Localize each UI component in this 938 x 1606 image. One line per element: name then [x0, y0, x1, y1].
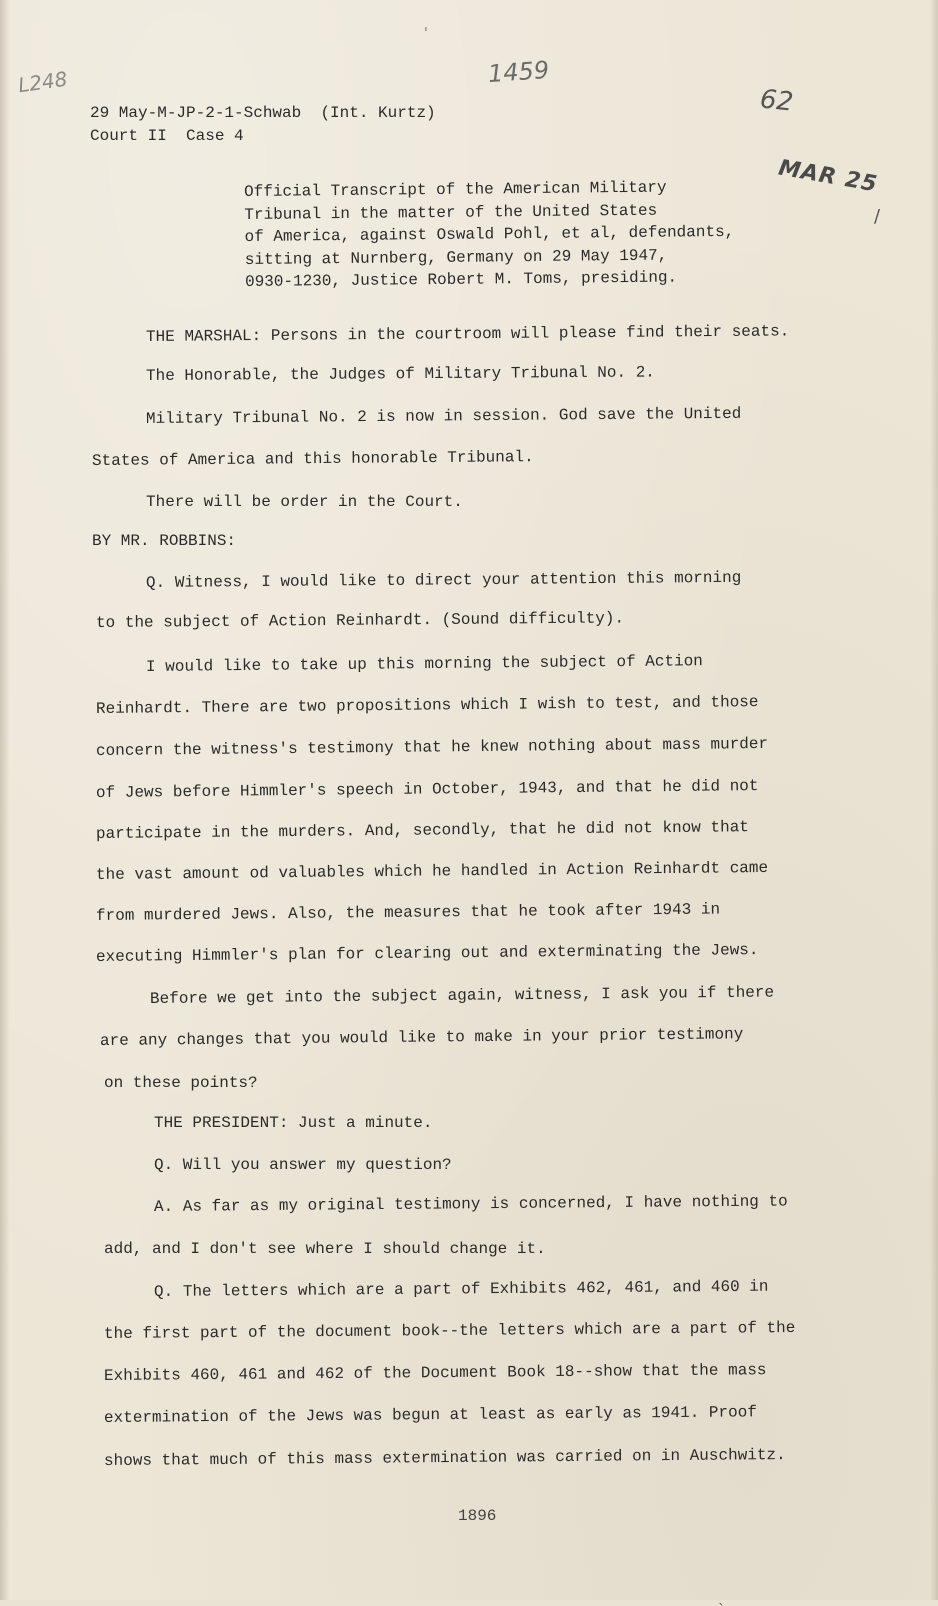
body-line: shows that much of this mass extermination was carried on in Auschwitz.	[103, 1446, 786, 1470]
body-line: A. As far as my original testimony is concerned, I have nothing to	[153, 1192, 788, 1216]
handwritten-page-number: 1459	[487, 55, 550, 89]
body-line: to the subject of Action Reinhardt. (Sound difficulty).	[95, 609, 625, 632]
body-line: Exhibits 460, 461 and 462 of the Document Book 18--show that the mass	[103, 1361, 767, 1385]
caption-line: Tribunal in the matter of the United States	[244, 201, 658, 224]
body-line: extermination of the Jews was begun at least as early as 1941. Proof	[103, 1403, 757, 1427]
date-stamp: MAR 25	[776, 155, 880, 198]
body-line: I would like to take up this morning the subject of Action	[145, 652, 703, 676]
caption-line: 0930-1230, Justice Robert M. Toms, presiding.	[244, 268, 678, 291]
body-line: Reinhardt. There are two propositions which I wish to test, and those	[95, 693, 759, 718]
body-line: THE MARSHAL: Persons in the courtroom will please find their seats.	[145, 322, 790, 346]
body-line: participate in the murders. And, secondly, that he did not know that	[95, 818, 749, 843]
body-line: There will be order in the Court.	[146, 493, 463, 511]
body-line: Military Tribunal No. 2 is now in session. God save the United	[145, 404, 742, 428]
body-line: from murdered Jews. Also, the measures that he took after 1943 in	[95, 900, 721, 925]
tick-mark-top: ˈ	[424, 26, 428, 42]
body-line: Q. The letters which are a part of Exhibits 462, 461, and 460 in	[153, 1277, 769, 1301]
page-number: 1896	[458, 1507, 497, 1525]
caption-line: Official Transcript of the American Military	[244, 178, 667, 201]
body-line: THE PRESIDENT: Just a minute.	[154, 1114, 433, 1132]
body-line: executing Himmler's plan for clearing out and exterminating the Jews.	[95, 941, 759, 966]
header-line-2: Court II Case 4	[90, 127, 244, 145]
body-line: Q. Will you answer my question?	[154, 1156, 452, 1174]
body-line: on these points?	[104, 1074, 258, 1092]
body-line: of Jews before Himmler's speech in October, 1943, and that he did not	[95, 777, 759, 802]
body-line: concern the witness's testimony that he knew nothing about mass murder	[95, 734, 769, 760]
body-line: the first part of the document book--the letters which are a part of the	[103, 1318, 796, 1343]
body-line: add, and I don't see where I should change it.	[104, 1240, 546, 1258]
body-line: States of America and this honorable Tribunal.	[91, 448, 534, 470]
body-line: Before we get into the subject again, witness, I ask you if there	[149, 983, 775, 1008]
body-line: Q. Witness, I would like to direct your attention this morning	[145, 568, 742, 592]
handwritten-corner-number: 62	[758, 84, 795, 118]
margin-handwritten-note: L248	[16, 66, 69, 98]
body-line: The Honorable, the Judges of Military Tribunal No. 2.	[145, 363, 655, 385]
tick-mark-right: /	[874, 206, 881, 227]
body-line: the vast amount od valuables which he handled in Action Reinhardt came	[95, 858, 769, 884]
tick-mark-bottom: ˎ	[718, 1590, 725, 1606]
header-line-1: 29 May-M-JP-2-1-Schwab (Int. Kurtz)	[90, 104, 436, 122]
body-line: are any changes that you would like to make in your prior testimony	[99, 1025, 744, 1050]
body-line: BY MR. ROBBINS:	[92, 532, 237, 550]
caption-line: sitting at Nurnberg, Germany on 29 May 1947,	[244, 246, 668, 269]
caption-line: of America, against Oswald Pohl, et al, defendants,	[244, 222, 735, 246]
